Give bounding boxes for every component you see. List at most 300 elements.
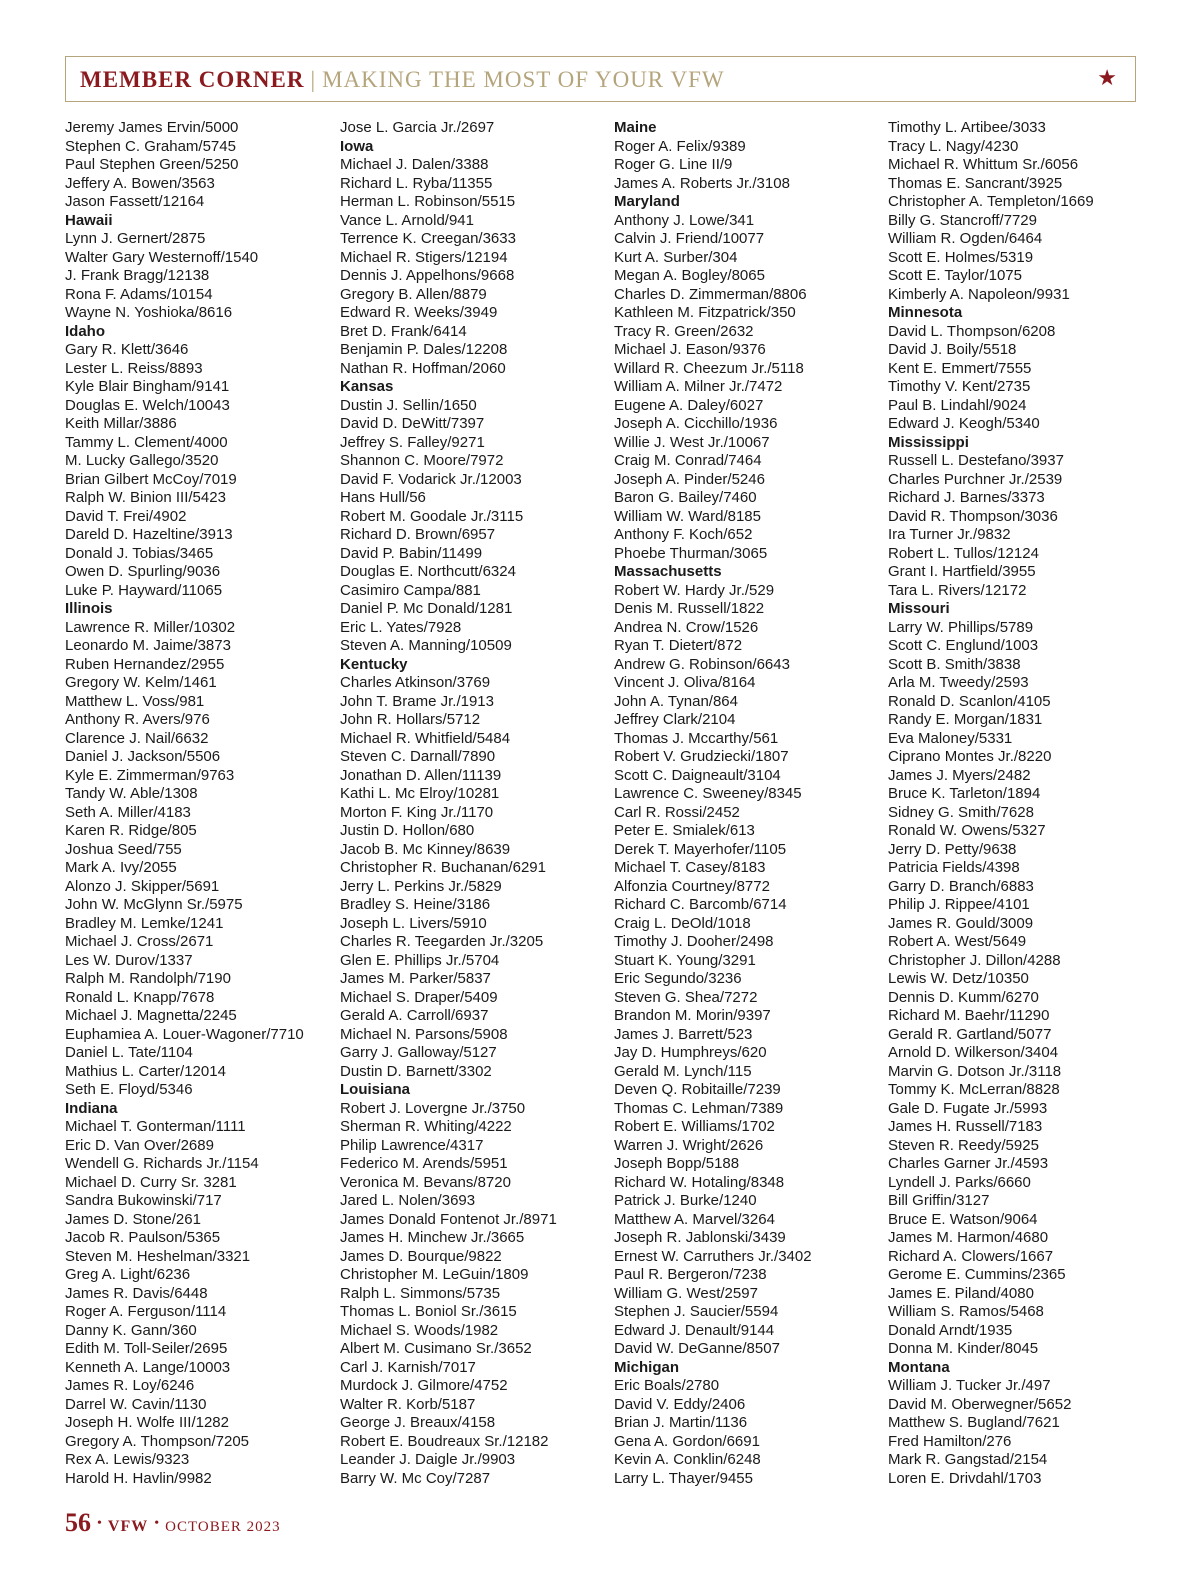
member-entry: Stephen C. Graham/5745 bbox=[65, 137, 236, 155]
member-entry: Bruce E. Watson/9064 bbox=[888, 1210, 1038, 1228]
member-entry: Michael J. Cross/2671 bbox=[65, 933, 214, 950]
member-entry: Scott C. Englund/1003 bbox=[888, 637, 1039, 654]
member-entry: David D. DeWitt/7397 bbox=[340, 415, 485, 432]
member-entry: Ciprano Montes Jr./8220 bbox=[888, 748, 1052, 765]
member-entry: Richard L. Ryba/11355 bbox=[340, 174, 493, 192]
member-entry: Derek T. Mayerhofer/1105 bbox=[614, 840, 787, 858]
member-entry: Christopher R. Buchanan/6291 bbox=[340, 859, 546, 876]
member-entry: Billy G. Stancroff/7729 bbox=[888, 211, 1037, 229]
member-entry: Eric Segundo/3236 bbox=[614, 970, 742, 987]
member-entry: James R. Gould/3009 bbox=[888, 914, 1034, 932]
member-entry: Philip Lawrence/4317 bbox=[340, 1136, 484, 1154]
state-heading: Iowa bbox=[340, 137, 374, 155]
member-entry: Robert J. Lovergne Jr./3750 bbox=[340, 1099, 526, 1117]
member-entry: Stuart K. Young/3291 bbox=[614, 951, 756, 969]
member-entry: Michael S. Draper/5409 bbox=[340, 988, 498, 1006]
member-entry: Ernest W. Carruthers Jr./3402 bbox=[614, 1247, 812, 1265]
member-entry: Joseph H. Wolfe III/1282 bbox=[65, 1414, 229, 1431]
member-entry: Timothy V. Kent/2735 bbox=[888, 378, 1031, 395]
issue-date: OCTOBER 2023 bbox=[165, 1519, 281, 1535]
state-heading: Hawaii bbox=[65, 211, 113, 229]
member-entry: Scott E. Taylor/1075 bbox=[888, 267, 1022, 284]
member-entry: John W. McGlynn Sr./5975 bbox=[65, 896, 243, 913]
member-entry: Robert M. Goodale Jr./3115 bbox=[340, 507, 524, 525]
member-entry: Bill Griffin/3127 bbox=[888, 1192, 990, 1209]
member-entry: Matthew S. Bugland/7621 bbox=[888, 1414, 1060, 1431]
member-entry: Carl J. Karnish/7017 bbox=[340, 1358, 476, 1376]
member-entry: Andrea N. Crow/1526 bbox=[614, 618, 759, 636]
member-entry: Robert W. Hardy Jr./529 bbox=[614, 581, 775, 599]
member-entry: Dareld D. Hazeltine/3913 bbox=[65, 526, 233, 543]
member-entry: Anthony F. Koch/652 bbox=[614, 526, 753, 543]
state-heading: Kentucky bbox=[340, 655, 408, 673]
member-entry: Garry J. Galloway/5127 bbox=[340, 1044, 497, 1061]
member-entry: Morton F. King Jr./1170 bbox=[340, 803, 494, 821]
member-entry: Gregory B. Allen/8879 bbox=[340, 285, 487, 303]
member-entry: Wendell G. Richards Jr./1154 bbox=[65, 1155, 259, 1172]
member-entry: Calvin J. Friend/10077 bbox=[614, 230, 765, 247]
member-entry: Kimberly A. Napoleon/9931 bbox=[888, 285, 1070, 303]
member-entry: Carl R. Rossi/2452 bbox=[614, 803, 740, 821]
member-entry: Leander J. Daigle Jr./9903 bbox=[340, 1451, 516, 1468]
member-entry: Richard D. Brown/6957 bbox=[340, 526, 496, 543]
member-entry: Michael J. Eason/9376 bbox=[614, 341, 766, 358]
magazine-name: VFW bbox=[107, 1518, 149, 1535]
member-entry: Warren J. Wright/2626 bbox=[614, 1136, 764, 1154]
member-entry: Donald J. Tobias/3465 bbox=[65, 544, 214, 562]
member-entry: Arla M. Tweedy/2593 bbox=[888, 674, 1029, 691]
member-entry: Russell L. Destefano/3937 bbox=[888, 452, 1064, 469]
member-entry: Willie J. West Jr./10067 bbox=[614, 433, 770, 451]
member-entry: Dennis D. Kumm/6270 bbox=[888, 988, 1039, 1006]
member-entry: Douglas E. Welch/10043 bbox=[65, 396, 230, 414]
member-entry: Paul B. Lindahl/9024 bbox=[888, 396, 1027, 414]
member-entry: James E. Piland/4080 bbox=[888, 1284, 1034, 1302]
member-entry: Daniel J. Jackson/5506 bbox=[65, 748, 221, 765]
member-entry: James J. Barrett/523 bbox=[614, 1025, 753, 1043]
state-heading: Indiana bbox=[65, 1099, 118, 1117]
star-icon: ★ bbox=[1097, 65, 1117, 90]
member-entry: Gale D. Fugate Jr./5993 bbox=[888, 1099, 1048, 1117]
member-entry: James A. Roberts Jr./3108 bbox=[614, 174, 790, 192]
member-entry: Joseph R. Jablonski/3439 bbox=[614, 1229, 786, 1246]
member-entry: Jacob R. Paulson/5365 bbox=[65, 1229, 221, 1246]
page-number: 56 bbox=[65, 1508, 91, 1537]
member-entry: Andrew G. Robinson/6643 bbox=[614, 655, 790, 673]
member-entry: Luke P. Hayward/11065 bbox=[65, 581, 223, 599]
member-entry: William R. Ogden/6464 bbox=[888, 230, 1043, 247]
section-name: MEMBER CORNER bbox=[80, 67, 305, 92]
member-entry: John A. Tynan/864 bbox=[614, 692, 738, 710]
state-heading: Michigan bbox=[614, 1358, 680, 1376]
member-entry: Glen E. Phillips Jr./5704 bbox=[340, 951, 500, 969]
member-entry: Alfonzia Courtney/8772 bbox=[614, 877, 770, 895]
member-entry: Jared L. Nolen/3693 bbox=[340, 1192, 476, 1209]
member-entry: Jason Fassett/12164 bbox=[65, 193, 205, 210]
member-entry: Rona F. Adams/10154 bbox=[65, 285, 213, 303]
member-entry: Dennis J. Appelhons/9668 bbox=[340, 267, 515, 284]
member-entry: Christopher M. LeGuin/1809 bbox=[340, 1266, 529, 1283]
member-entry: Steven G. Shea/7272 bbox=[614, 988, 758, 1006]
member-entry: Wayne N. Yoshioka/8616 bbox=[65, 304, 233, 321]
state-heading: Missouri bbox=[888, 600, 950, 617]
member-entry: Joseph A. Pinder/5246 bbox=[614, 470, 765, 488]
member-entry: Michael N. Parsons/5908 bbox=[340, 1025, 508, 1043]
member-entry: Euphamiea A. Louer-Wagoner/7710 bbox=[65, 1025, 304, 1043]
member-entry: Eric Boals/2780 bbox=[614, 1377, 720, 1394]
member-entry: Robert E. Williams/1702 bbox=[614, 1118, 775, 1135]
member-entry: Jose L. Garcia Jr./2697 bbox=[340, 119, 495, 136]
member-entry: Charles Garner Jr./4593 bbox=[888, 1155, 1049, 1172]
member-entry: Roger G. Line II/9 bbox=[614, 156, 733, 173]
member-entry: Thomas J. Mccarthy/561 bbox=[614, 729, 779, 747]
member-entry: Denis M. Russell/1822 bbox=[614, 600, 765, 617]
member-entry: William S. Ramos/5468 bbox=[888, 1303, 1044, 1320]
member-entry: Charles R. Teegarden Jr./3205 bbox=[340, 933, 544, 950]
member-entry: Bradley M. Lemke/1241 bbox=[65, 914, 224, 932]
member-entry: Edward R. Weeks/3949 bbox=[340, 304, 498, 321]
member-entry: Ralph W. Binion III/5423 bbox=[65, 489, 226, 506]
member-entry: David V. Eddy/2406 bbox=[614, 1395, 746, 1413]
member-entry: Anthony J. Lowe/341 bbox=[614, 211, 755, 229]
member-entry: Walter R. Korb/5187 bbox=[340, 1395, 476, 1413]
member-entry: Larry W. Phillips/5789 bbox=[888, 618, 1034, 636]
member-entry: Greg A. Light/6236 bbox=[65, 1266, 191, 1283]
member-entry: Darrel W. Cavin/1130 bbox=[65, 1395, 207, 1413]
member-entry: Timothy L. Artibee/3033 bbox=[888, 119, 1046, 136]
member-entry: Shannon C. Moore/7972 bbox=[340, 452, 504, 469]
member-entry: Vincent J. Oliva/8164 bbox=[614, 674, 756, 691]
member-entry: James M. Parker/5837 bbox=[340, 970, 491, 987]
member-entry: Willard R. Cheezum Jr./5118 bbox=[614, 359, 804, 377]
member-entry: Mark R. Gangstad/2154 bbox=[888, 1451, 1048, 1468]
member-entry: James Donald Fontenot Jr./8971 bbox=[340, 1210, 557, 1228]
member-entry: Kyle Blair Bingham/9141 bbox=[65, 378, 230, 395]
member-entry: Joseph L. Livers/5910 bbox=[340, 914, 487, 932]
member-entry: Charles Atkinson/3769 bbox=[340, 674, 491, 691]
state-heading: Maine bbox=[614, 119, 657, 136]
member-entry: Patricia Fields/4398 bbox=[888, 859, 1020, 876]
member-entry: Craig L. DeOld/1018 bbox=[614, 914, 751, 932]
member-entry: Bruce K. Tarleton/1894 bbox=[888, 785, 1041, 802]
member-column-4 bbox=[888, 119, 1153, 1488]
member-entry: Kent E. Emmert/7555 bbox=[888, 359, 1032, 377]
member-entry: Donald Arndt/1935 bbox=[888, 1321, 1013, 1339]
member-entry: Keith Millar/3886 bbox=[65, 415, 177, 432]
member-entry: Danny K. Gann/360 bbox=[65, 1321, 197, 1339]
member-entry: Charles Purchner Jr./2539 bbox=[888, 470, 1063, 488]
member-entry: Douglas E. Northcutt/6324 bbox=[340, 563, 516, 580]
member-entry: William J. Tucker Jr./497 bbox=[888, 1377, 1051, 1394]
member-entry: Steven A. Manning/10509 bbox=[340, 637, 512, 654]
member-entry: Tracy L. Nagy/4230 bbox=[888, 137, 1019, 155]
member-entry: Leonardo M. Jaime/3873 bbox=[65, 637, 231, 654]
footer-bullet: • bbox=[154, 1516, 160, 1531]
member-entry: Eva Maloney/5331 bbox=[888, 729, 1013, 747]
member-entry: Dustin J. Sellin/1650 bbox=[340, 396, 477, 414]
member-entry: Baron G. Bailey/7460 bbox=[614, 489, 757, 506]
member-entry: Sandra Bukowinski/717 bbox=[65, 1192, 222, 1209]
member-entry: Herman L. Robinson/5515 bbox=[340, 193, 516, 210]
member-entry: Fred Hamilton/276 bbox=[888, 1432, 1012, 1450]
member-entry: Stephen J. Saucier/5594 bbox=[614, 1303, 779, 1320]
section-subtitle: MAKING THE MOST OF YOUR VFW bbox=[322, 67, 725, 92]
member-entry: Lynn J. Gernert/2875 bbox=[65, 230, 206, 247]
member-entry: Casimiro Campa/881 bbox=[340, 581, 481, 599]
member-entry: J. Frank Bragg/12138 bbox=[65, 267, 210, 284]
member-entry: Harold H. Havlin/9982 bbox=[65, 1469, 212, 1487]
member-entry: Gerald R. Gartland/5077 bbox=[888, 1025, 1052, 1043]
member-entry: Lawrence C. Sweeney/8345 bbox=[614, 785, 802, 802]
header-title bbox=[80, 67, 725, 93]
member-column-2 bbox=[340, 119, 605, 1488]
member-entry: Tammy L. Clement/4000 bbox=[65, 433, 228, 451]
member-entry: Jeffrey S. Falley/9271 bbox=[340, 433, 485, 451]
member-entry: Gena A. Gordon/6691 bbox=[614, 1432, 760, 1450]
member-entry: Larry L. Thayer/9455 bbox=[614, 1469, 753, 1487]
member-entry: Ryan T. Dietert/872 bbox=[614, 637, 743, 654]
member-entry: M. Lucky Gallego/3520 bbox=[65, 452, 219, 469]
member-column-3 bbox=[614, 119, 879, 1488]
member-entry: Tara L. Rivers/12172 bbox=[888, 581, 1027, 599]
member-entry: Michael D. Curry Sr. 3281 bbox=[65, 1173, 237, 1191]
member-entry: William W. Ward/8185 bbox=[614, 507, 761, 525]
member-entry: Anthony R. Avers/976 bbox=[65, 711, 210, 728]
member-entry: James H. Minchew Jr./3665 bbox=[340, 1229, 525, 1246]
state-heading: Idaho bbox=[65, 322, 105, 340]
member-entry: Terrence K. Creegan/3633 bbox=[340, 230, 516, 247]
member-entry: Ronald D. Scanlon/4105 bbox=[888, 692, 1051, 710]
member-entry: Jeffrey Clark/2104 bbox=[614, 711, 736, 728]
state-heading: Minnesota bbox=[888, 304, 963, 321]
member-entry: Justin D. Hollon/680 bbox=[340, 822, 475, 839]
member-entry: Christopher A. Templeton/1669 bbox=[888, 193, 1094, 210]
member-entry: Hans Hull/56 bbox=[340, 489, 426, 506]
member-entry: Steven R. Reedy/5925 bbox=[888, 1136, 1039, 1154]
member-entry: Jay D. Humphreys/620 bbox=[614, 1044, 767, 1061]
member-entry: William G. West/2597 bbox=[614, 1284, 758, 1302]
state-heading: Montana bbox=[888, 1358, 950, 1376]
member-entry: Albert M. Cusimano Sr./3652 bbox=[340, 1340, 532, 1357]
member-entry: Jeffery A. Bowen/3563 bbox=[65, 174, 215, 192]
member-entry: Michael T. Gonterman/1111 bbox=[65, 1118, 246, 1135]
member-entry: Ira Turner Jr./9832 bbox=[888, 526, 1011, 543]
member-entry: Michael R. Whitfield/5484 bbox=[340, 729, 511, 747]
member-entry: Owen D. Spurling/9036 bbox=[65, 563, 221, 580]
member-entry: David F. Vodarick Jr./12003 bbox=[340, 470, 522, 488]
member-entry: Randy E. Morgan/1831 bbox=[888, 711, 1043, 728]
state-heading: Kansas bbox=[340, 378, 394, 395]
member-entry: Roger A. Ferguson/1114 bbox=[65, 1303, 227, 1320]
member-entry: James D. Stone/261 bbox=[65, 1210, 201, 1228]
member-entry: Jonathan D. Allen/11139 bbox=[340, 766, 502, 784]
member-entry: Michael R. Whittum Sr./6056 bbox=[888, 156, 1079, 173]
member-entry: Murdock J. Gilmore/4752 bbox=[340, 1377, 508, 1394]
member-entry: Christopher J. Dillon/4288 bbox=[888, 951, 1061, 969]
member-entry: Patrick J. Burke/1240 bbox=[614, 1192, 757, 1209]
member-entry: Roger A. Felix/9389 bbox=[614, 137, 746, 155]
member-entry: Michael J. Dalen/3388 bbox=[340, 156, 489, 173]
state-heading: Massachusetts bbox=[614, 563, 722, 580]
member-entry: Steven M. Heshelman/3321 bbox=[65, 1247, 251, 1265]
member-entry: Michael R. Stigers/12194 bbox=[340, 248, 508, 266]
member-entry: Tommy K. McLerran/8828 bbox=[888, 1081, 1060, 1098]
member-entry: Kenneth A. Lange/10003 bbox=[65, 1358, 231, 1376]
member-entry: Jerry D. Petty/9638 bbox=[888, 840, 1017, 858]
member-entry: Donna M. Kinder/8045 bbox=[888, 1340, 1039, 1357]
member-entry: Jacob B. Mc Kinney/8639 bbox=[340, 840, 511, 858]
member-entry: Ronald L. Knapp/7678 bbox=[65, 988, 215, 1006]
member-entry: Robert E. Boudreaux Sr./12182 bbox=[340, 1432, 549, 1450]
member-entry: Robert A. West/5649 bbox=[888, 933, 1027, 950]
member-entry: Edward J. Keogh/5340 bbox=[888, 415, 1040, 432]
member-entry: David J. Boily/5518 bbox=[888, 341, 1017, 358]
member-entry: Michael T. Casey/8183 bbox=[614, 859, 766, 876]
member-entry: Barry W. Mc Coy/7287 bbox=[340, 1469, 491, 1487]
member-entry: Walter Gary Westernoff/1540 bbox=[65, 248, 259, 266]
member-entry: Garry D. Branch/6883 bbox=[888, 877, 1034, 895]
member-entry: Seth A. Miller/4183 bbox=[65, 803, 191, 821]
member-entry: Scott E. Holmes/5319 bbox=[888, 248, 1034, 266]
member-entry: Jeremy James Ervin/5000 bbox=[65, 119, 239, 136]
member-entry: David R. Thompson/3036 bbox=[888, 507, 1058, 525]
member-entry: Matthew A. Marvel/3264 bbox=[614, 1210, 775, 1228]
member-entry: James J. Myers/2482 bbox=[888, 766, 1031, 784]
member-entry: Daniel P. Mc Donald/1281 bbox=[340, 600, 513, 617]
member-entry: Edith M. Toll-Seiler/2695 bbox=[65, 1340, 228, 1357]
member-entry: John R. Hollars/5712 bbox=[340, 711, 481, 728]
page-footer bbox=[65, 1508, 281, 1538]
member-entry: Tandy W. Able/1308 bbox=[65, 785, 198, 802]
member-entry: Brandon M. Morin/9397 bbox=[614, 1007, 771, 1024]
member-entry: Kyle E. Zimmerman/9763 bbox=[65, 766, 235, 784]
member-entry: Craig M. Conrad/7464 bbox=[614, 452, 762, 469]
member-entry: James R. Davis/6448 bbox=[65, 1284, 208, 1302]
member-entry: Brian J. Martin/1136 bbox=[614, 1414, 748, 1431]
member-entry: Seth E. Floyd/5346 bbox=[65, 1081, 193, 1098]
member-entry: Joseph A. Cicchillo/1936 bbox=[614, 415, 778, 432]
member-entry: Benjamin P. Dales/12208 bbox=[340, 341, 508, 358]
member-entry: Ralph L. Simmons/5735 bbox=[340, 1284, 501, 1302]
member-entry: James D. Bourque/9822 bbox=[340, 1247, 502, 1265]
member-entry: Gary R. Klett/3646 bbox=[65, 341, 189, 358]
member-entry: Tracy R. Green/2632 bbox=[614, 322, 754, 340]
member-entry: Charles D. Zimmerman/8806 bbox=[614, 285, 807, 303]
member-entry: Dustin D. Barnett/3302 bbox=[340, 1062, 492, 1080]
member-entry: Kathi L. Mc Elroy/10281 bbox=[340, 785, 500, 802]
footer-bullet: • bbox=[97, 1516, 102, 1531]
member-entry: Matthew L. Voss/981 bbox=[65, 692, 205, 710]
member-entry: Eric L. Yates/7928 bbox=[340, 618, 462, 636]
member-entry: Ralph M. Randolph/7190 bbox=[65, 970, 231, 987]
member-entry: Lyndell J. Parks/6660 bbox=[888, 1173, 1031, 1191]
member-entry: Richard A. Clowers/1667 bbox=[888, 1247, 1054, 1265]
state-heading: Louisiana bbox=[340, 1081, 411, 1098]
member-entry: David W. DeGanne/8507 bbox=[614, 1340, 780, 1357]
member-entry: Gerome E. Cummins/2365 bbox=[888, 1266, 1066, 1283]
member-entry: David M. Oberwegner/5652 bbox=[888, 1395, 1072, 1413]
member-entry: Nathan R. Hoffman/2060 bbox=[340, 359, 506, 377]
member-entry: Clarence J. Nail/6632 bbox=[65, 729, 209, 747]
member-entry: James R. Loy/6246 bbox=[65, 1377, 195, 1394]
member-entry: Gregory A. Thompson/7205 bbox=[65, 1432, 249, 1450]
header-separator: | bbox=[310, 67, 317, 92]
member-entry: Edward J. Denault/9144 bbox=[614, 1321, 775, 1339]
member-column-1 bbox=[65, 119, 330, 1488]
member-entry: Peter E. Smialek/613 bbox=[614, 822, 755, 839]
member-entry: Arnold D. Wilkerson/3404 bbox=[888, 1044, 1059, 1061]
member-entry: Scott C. Daigneault/3104 bbox=[614, 766, 781, 784]
member-entry: Thomas L. Boniol Sr./3615 bbox=[340, 1303, 517, 1320]
member-entry: Alonzo J. Skipper/5691 bbox=[65, 877, 220, 895]
member-entry: Federico M. Arends/5951 bbox=[340, 1155, 508, 1172]
member-entry: Lester L. Reiss/8893 bbox=[65, 359, 203, 377]
member-entry: Paul R. Bergeron/7238 bbox=[614, 1266, 767, 1283]
member-entry: George J. Breaux/4158 bbox=[340, 1414, 496, 1431]
member-entry: Scott B. Smith/3838 bbox=[888, 655, 1021, 673]
member-entry: Philip J. Rippee/4101 bbox=[888, 896, 1030, 913]
member-entry: Lawrence R. Miller/10302 bbox=[65, 618, 236, 636]
member-entry: David T. Frei/4902 bbox=[65, 507, 187, 525]
member-entry: Gerald M. Lynch/115 bbox=[614, 1062, 752, 1080]
member-entry: Jerry L. Perkins Jr./5829 bbox=[340, 877, 502, 895]
member-entry: James M. Harmon/4680 bbox=[888, 1229, 1049, 1246]
member-entry: Michael S. Woods/1982 bbox=[340, 1321, 499, 1339]
member-entry: Lewis W. Detz/10350 bbox=[888, 970, 1029, 987]
member-entry: Mathius L. Carter/12014 bbox=[65, 1062, 226, 1080]
member-entry: Eugene A. Daley/6027 bbox=[614, 396, 764, 414]
section-header bbox=[65, 56, 1136, 102]
member-entry: Mark A. Ivy/2055 bbox=[65, 859, 177, 876]
member-entry: Marvin G. Dotson Jr./3118 bbox=[888, 1062, 1062, 1080]
member-entry: Veronica M. Bevans/8720 bbox=[340, 1173, 511, 1191]
member-entry: Timothy J. Dooher/2498 bbox=[614, 933, 774, 950]
member-entry: Thomas C. Lehman/7389 bbox=[614, 1099, 784, 1117]
member-entry: Thomas E. Sancrant/3925 bbox=[888, 174, 1063, 192]
member-entry: Gregory W. Kelm/1461 bbox=[65, 674, 217, 691]
member-entry: Steven C. Darnall/7890 bbox=[340, 748, 496, 765]
member-entry: Michael J. Magnetta/2245 bbox=[65, 1007, 237, 1024]
member-entry: Eric D. Van Over/2689 bbox=[65, 1136, 214, 1154]
member-entry: Richard W. Hotaling/8348 bbox=[614, 1173, 785, 1191]
member-entry: Loren E. Drivdahl/1703 bbox=[888, 1469, 1042, 1487]
member-entry: Ronald W. Owens/5327 bbox=[888, 822, 1046, 839]
member-entry: Gerald A. Carroll/6937 bbox=[340, 1007, 489, 1024]
member-entry: Les W. Durov/1337 bbox=[65, 951, 193, 969]
member-entry: Kevin A. Conklin/6248 bbox=[614, 1451, 761, 1468]
member-entry: Brian Gilbert McCoy/7019 bbox=[65, 470, 237, 488]
member-entry: Karen R. Ridge/805 bbox=[65, 822, 197, 839]
member-entry: Richard C. Barcomb/6714 bbox=[614, 896, 787, 913]
member-entry: John T. Brame Jr./1913 bbox=[340, 692, 494, 710]
member-entry: Phoebe Thurman/3065 bbox=[614, 544, 768, 562]
member-entry: Robert L. Tullos/12124 bbox=[888, 544, 1039, 562]
member-entry: Megan A. Bogley/8065 bbox=[614, 267, 765, 284]
member-entry: Bret D. Frank/6414 bbox=[340, 322, 467, 340]
member-entry: Rex A. Lewis/9323 bbox=[65, 1451, 190, 1468]
member-entry: Sidney G. Smith/7628 bbox=[888, 803, 1034, 821]
member-entry: James H. Russell/7183 bbox=[888, 1118, 1043, 1135]
member-entry: Richard J. Barnes/3373 bbox=[888, 489, 1045, 506]
member-entry: Robert V. Grudziecki/1807 bbox=[614, 748, 789, 765]
member-entry: Kurt A. Surber/304 bbox=[614, 248, 738, 266]
member-entry: Daniel L. Tate/1104 bbox=[65, 1044, 193, 1061]
member-entry: Deven Q. Robitaille/7239 bbox=[614, 1081, 781, 1098]
member-entry: Kathleen M. Fitzpatrick/350 bbox=[614, 304, 796, 321]
member-entry: David L. Thompson/6208 bbox=[888, 322, 1056, 340]
member-entry: Joshua Seed/755 bbox=[65, 840, 182, 858]
member-entry: Bradley S. Heine/3186 bbox=[340, 896, 491, 913]
